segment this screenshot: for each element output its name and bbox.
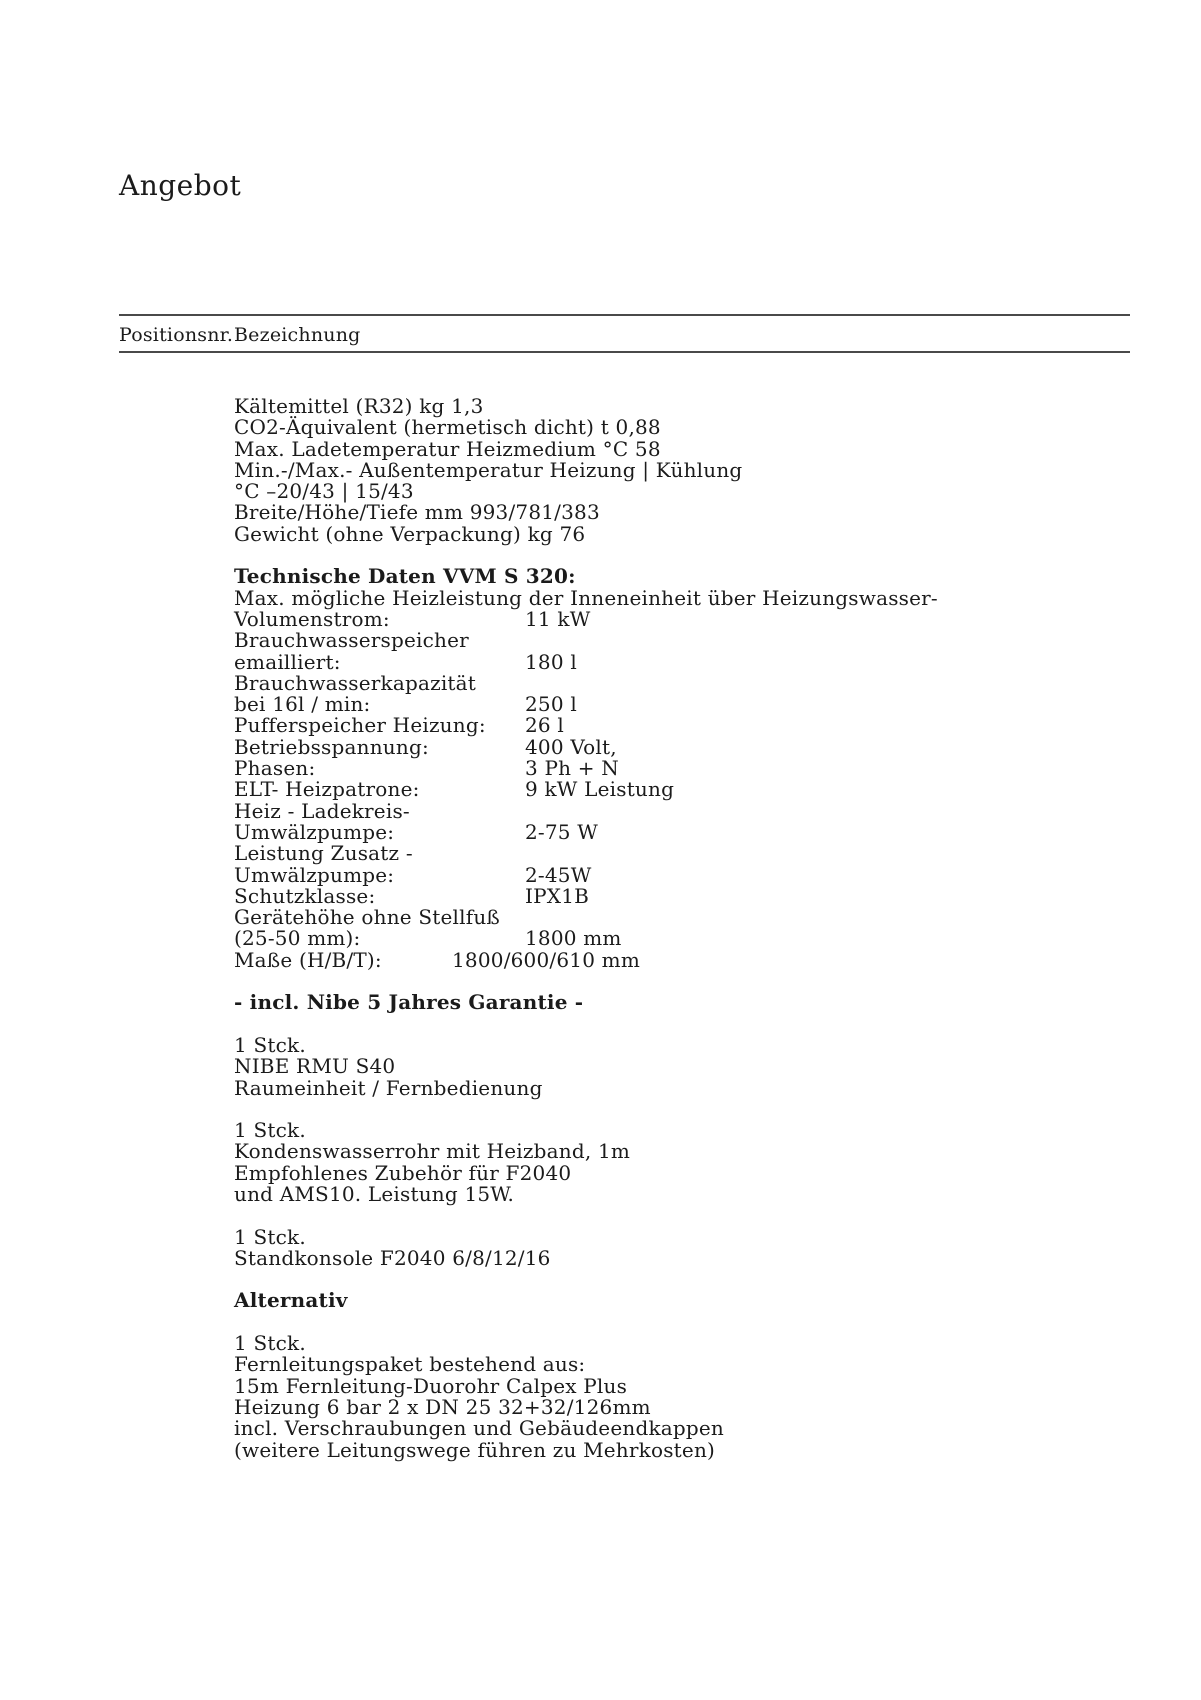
document-line: 1 Stck. bbox=[234, 1331, 306, 1356]
spec-label: Maße (H/B/T): bbox=[234, 947, 382, 972]
blank-line bbox=[234, 1099, 938, 1120]
document-line: 1 Stck. bbox=[234, 1224, 306, 1249]
document-line: Max. Ladetemperatur Heizmedium °C 58 bbox=[234, 436, 661, 461]
spec-label: ELT- Heizpatrone: bbox=[234, 777, 420, 802]
document-line: und AMS10. Leistung 15W. bbox=[234, 1181, 515, 1206]
document-line: CO2-Äquivalent (hermetisch dicht) t 0,88 bbox=[234, 415, 661, 440]
document-line: (weitere Leitungswege führen zu Mehrkosten) bbox=[234, 1437, 716, 1462]
document-line: 1 Stck. bbox=[234, 1032, 306, 1057]
spec-label: (25-50 mm): bbox=[234, 926, 361, 951]
spec-label: emailliert: bbox=[234, 649, 341, 674]
document-line: 1 Stck. bbox=[234, 1118, 306, 1143]
spec-label: Umwälzpumpe: bbox=[234, 862, 395, 887]
spec-label: Pufferspeicher Heizung: bbox=[234, 713, 486, 738]
document-line: Technische Daten VVM S 320: bbox=[234, 564, 576, 589]
document-line: incl. Verschraubungen und Gebäudeendkappen bbox=[234, 1416, 725, 1441]
column-header-positionsnr: Positionsnr. bbox=[119, 324, 234, 346]
document-line: Heizung 6 bar 2 x DN 25 32+32/126mm bbox=[234, 1394, 651, 1419]
spec-row bbox=[234, 862, 938, 887]
document-line: - incl. Nibe 5 Jahres Garantie - bbox=[234, 990, 584, 1015]
document-line: Standkonsole F2040 6/8/12/16 bbox=[234, 1245, 551, 1270]
spec-row bbox=[234, 947, 938, 972]
document-line: NIBE RMU S40 bbox=[234, 1054, 396, 1079]
spec-value: 2-45W bbox=[525, 862, 592, 887]
spec-value: 2-75 W bbox=[525, 819, 599, 844]
spec-value: 400 Volt, bbox=[525, 734, 617, 759]
spec-row bbox=[234, 734, 938, 759]
document-line: Min.-/Max.- Außentemperatur Heizung | Kühlung bbox=[234, 457, 743, 482]
document-line: Brauchwasserkapazität bbox=[234, 670, 477, 695]
spec-value: 3 Ph + N bbox=[525, 756, 619, 781]
blank-line bbox=[234, 545, 938, 566]
spec-label: bei 16l / min: bbox=[234, 692, 371, 717]
spec-value: 250 l bbox=[525, 692, 577, 717]
spec-value: IPX1B bbox=[525, 883, 590, 908]
spec-row bbox=[234, 928, 938, 949]
spec-label: Phasen: bbox=[234, 756, 316, 781]
spec-value: 1800/600/610 mm bbox=[452, 947, 641, 972]
spec-row bbox=[234, 883, 938, 908]
spec-value: 9 kW Leistung bbox=[525, 777, 675, 802]
spec-value: 1800 mm bbox=[525, 926, 622, 951]
document-line: Alternativ bbox=[234, 1288, 348, 1313]
spec-row bbox=[234, 649, 938, 674]
document-line: Heiz - Ladekreis- bbox=[234, 798, 410, 823]
document-line: 15m Fernleitung-Duorohr Calpex Plus bbox=[234, 1373, 628, 1398]
blank-line bbox=[234, 1269, 938, 1290]
blank-line bbox=[234, 1014, 938, 1035]
document-line: Kondenswasserrohr mit Heizband, 1m bbox=[234, 1139, 631, 1164]
spec-label: Betriebsspannung: bbox=[234, 734, 429, 759]
spec-label: Umwälzpumpe: bbox=[234, 819, 395, 844]
spec-value: 26 l bbox=[525, 713, 565, 738]
document-line: Kältemittel (R32) kg 1,3 bbox=[234, 394, 484, 418]
spec-label: Schutzklasse: bbox=[234, 883, 376, 908]
blank-line bbox=[234, 1205, 938, 1226]
blank-line bbox=[234, 971, 938, 992]
document-line: Gewicht (ohne Verpackung) kg 76 bbox=[234, 521, 586, 546]
blank-line bbox=[234, 1312, 938, 1333]
page-title: Angebot bbox=[119, 169, 242, 202]
spec-row bbox=[234, 715, 938, 736]
column-header-bezeichnung: Bezeichnung bbox=[234, 324, 361, 346]
spec-label: Volumenstrom: bbox=[234, 606, 390, 631]
spec-row bbox=[234, 694, 938, 715]
spec-row bbox=[234, 819, 938, 844]
document-line: Brauchwasserspeicher bbox=[234, 628, 469, 653]
table-header-rule-bottom bbox=[119, 351, 1130, 353]
spec-row bbox=[234, 606, 938, 631]
document-line: °C –20/43 | 15/43 bbox=[234, 479, 414, 504]
document-line: Raumeinheit / Fernbedienung bbox=[234, 1075, 543, 1100]
spec-row bbox=[234, 779, 938, 800]
document-line: Leistung Zusatz - bbox=[234, 841, 413, 866]
spec-value: 180 l bbox=[525, 649, 577, 674]
table-header-rule-top bbox=[119, 314, 1130, 316]
document-lines bbox=[234, 396, 938, 1461]
document-line: Empfohlenes Zubehör für F2040 bbox=[234, 1160, 572, 1185]
spec-value: 11 kW bbox=[525, 606, 591, 631]
document-line: Breite/Höhe/Tiefe mm 993/781/383 bbox=[234, 500, 600, 525]
spec-row bbox=[234, 758, 938, 779]
document-line: Max. mögliche Heizleistung der Inneneinheit über Heizungswasser- bbox=[234, 585, 938, 610]
document-line: Gerätehöhe ohne Stellfuß bbox=[234, 905, 500, 930]
document-line: Fernleitungspaket bestehend aus: bbox=[234, 1352, 586, 1377]
